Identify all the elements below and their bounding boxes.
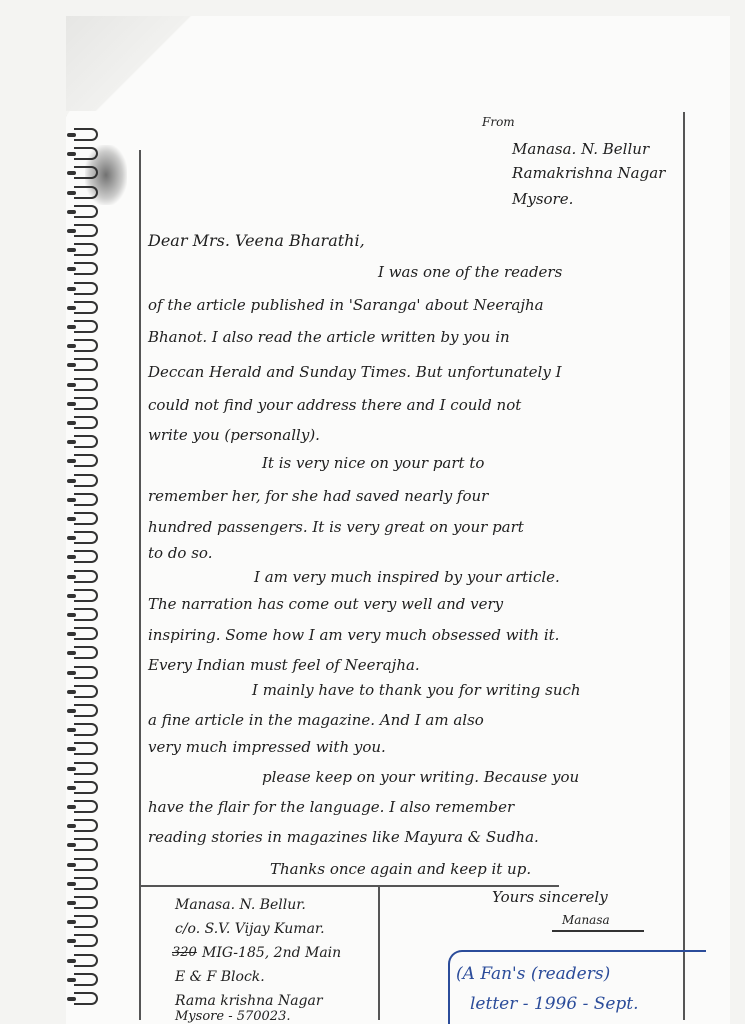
spiral-ring [74, 627, 98, 640]
spiral-ring [74, 512, 98, 525]
body-line: Thanks once again and keep it up. [270, 860, 532, 878]
left-margin-line [139, 150, 141, 1020]
return-address-line-4: E & F Block. [175, 969, 265, 985]
body-line: I was one of the readers [378, 263, 563, 281]
return-address-line-1: Manasa. N. Bellur. [175, 897, 306, 913]
from-address-line-3: Mysore. [512, 190, 574, 208]
body-line: Every Indian must feel of Neerajha. [148, 656, 420, 674]
spiral-ring [74, 819, 98, 832]
spiral-ring [74, 608, 98, 621]
from-label: From [482, 115, 515, 129]
spiral-ring [74, 877, 98, 890]
spiral-ring [74, 320, 98, 333]
body-line: to do so. [148, 544, 213, 562]
body-line: very much impressed with you. [148, 738, 386, 756]
spiral-ring [74, 358, 98, 371]
body-line: of the article published in 'Saranga' about Neerajha [148, 296, 544, 314]
body-line: write you (personally). [148, 426, 320, 444]
spiral-ring [74, 838, 98, 851]
spiral-ring [74, 915, 98, 928]
body-line: have the flair for the language. I also remember [148, 798, 515, 816]
spiral-ring [74, 896, 98, 909]
body-line: could not find your address there and I could not [148, 396, 522, 414]
spiral-ring [74, 493, 98, 506]
body-line: I mainly have to thank you for writing such [252, 681, 581, 699]
note-line-2: letter - 1996 - Sept. [470, 994, 639, 1014]
spiral-ring [74, 800, 98, 813]
spiral-ring [74, 224, 98, 237]
address-box-top [139, 885, 559, 887]
spiral-ring [74, 992, 98, 1005]
body-line: Deccan Herald and Sunday Times. But unfortunately I [148, 363, 562, 381]
struck-number: 320 [172, 945, 197, 960]
signature: Manasa [562, 913, 610, 927]
spiral-ring [74, 589, 98, 602]
spiral-ring [74, 858, 98, 871]
spiral-ring [74, 262, 98, 275]
spiral-ring [74, 166, 98, 179]
spiral-ring [74, 128, 98, 141]
spiral-ring [74, 474, 98, 487]
spiral-ring [74, 723, 98, 736]
spiral-ring [74, 282, 98, 295]
salutation: Dear Mrs. Veena Bharathi, [148, 231, 365, 250]
return-address-line-6: Mysore - 570023. [175, 1009, 291, 1024]
right-margin-line [683, 112, 685, 1020]
spiral-ring [74, 301, 98, 314]
from-address-line-1: Manasa. N. Bellur [512, 140, 650, 158]
spiral-ring [74, 416, 98, 429]
body-line: The narration has come out very well and very [148, 595, 504, 613]
address-box-divider [378, 885, 380, 1020]
spiral-ring [74, 186, 98, 199]
spiral-binding [68, 128, 102, 1018]
spiral-ring [74, 243, 98, 256]
spiral-ring [74, 397, 98, 410]
spiral-ring [74, 205, 98, 218]
spiral-ring [74, 954, 98, 967]
spiral-ring [74, 147, 98, 160]
note-line-1: (A Fan's (readers) [456, 964, 611, 984]
spiral-ring [74, 646, 98, 659]
signature-underline [552, 930, 644, 932]
body-line: please keep on your writing. Because you [262, 768, 580, 786]
body-line: Bhanot. I also read the article written by you in [148, 328, 510, 346]
spiral-ring [74, 378, 98, 391]
spiral-ring [74, 531, 98, 544]
body-line: inspiring. Some how I am very much obsessed with it. [148, 626, 560, 644]
spiral-ring [74, 570, 98, 583]
spiral-ring [74, 762, 98, 775]
spiral-ring [74, 550, 98, 563]
body-line: It is very nice on your part to [262, 454, 485, 472]
spiral-ring [74, 742, 98, 755]
return-address-line-3: MIG-185, 2nd Main [202, 945, 342, 961]
body-line: hundred passengers. It is very great on your part [148, 518, 524, 536]
body-line: reading stories in magazines like Mayura & Sudha. [148, 828, 539, 846]
spiral-ring [74, 973, 98, 986]
folded-corner [66, 16, 196, 111]
return-address-line-5: Rama krishna Nagar [175, 993, 323, 1009]
spiral-ring [74, 781, 98, 794]
spiral-ring [74, 934, 98, 947]
body-line: remember her, for she had saved nearly four [148, 487, 489, 505]
spiral-ring [74, 435, 98, 448]
spiral-ring [74, 339, 98, 352]
spiral-ring [74, 454, 98, 467]
closing: Yours sincerely [492, 888, 608, 906]
return-address-line-2: c/o. S.V. Vijay Kumar. [175, 921, 325, 937]
body-line: I am very much inspired by your article. [254, 568, 560, 586]
from-address-line-2: Ramakrishna Nagar [512, 164, 666, 182]
body-line: a fine article in the magazine. And I am also [148, 711, 484, 729]
spiral-ring [74, 704, 98, 717]
spiral-ring [74, 666, 98, 679]
spiral-ring [74, 685, 98, 698]
